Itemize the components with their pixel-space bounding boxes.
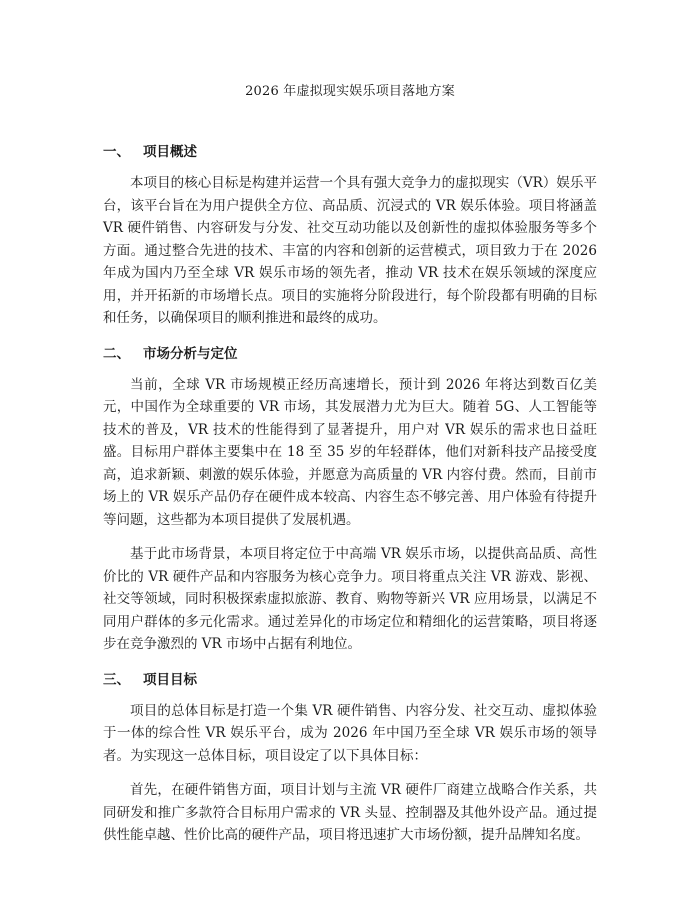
section-heading-goals: [103, 670, 597, 690]
section-number: 一、: [103, 144, 130, 160]
section-heading-overview: [103, 142, 597, 162]
section-number: 二、: [103, 345, 130, 362]
section-title: 市场分析与定位: [143, 345, 238, 362]
section-title: 项目目标: [143, 671, 197, 688]
section-heading-market: [103, 344, 597, 364]
paragraph: 首先，在硬件销售方面，项目计划与主流 VR 硬件厂商建立战略合作关系，共同研发和推广多款符合目标用户需求的 VR 头显、控制器及其他外设产品。通过提供性能卓越、性价比高的硬件产品，项目将迅速扩大市场份额，提升品牌知名度。: [103, 782, 597, 843]
document-title: 2026 年虚拟现实娱乐项目落地方案: [245, 84, 455, 99]
section-number: 三、: [103, 671, 130, 688]
document-body: [103, 142, 597, 847]
paragraph: 基于此市场背景，本项目将定位于中高端 VR 娱乐市场，以提供高品质、高性价比的 VR 硬件产品和内容服务为核心竞争力。项目将重点关注 VR 游戏、影视、社交等领域，同时积极探索虚拟旅游、教育、购物等新兴 VR 应用场景，以满足不同用户群体的多元化需求。通过差异化的市场定位和精细化的运营策略，项目将逐步在竞争激烈的 VR 市场中占据有利地位。: [103, 546, 597, 652]
paragraph: 当前，全球 VR 市场规模正经历高速增长，预计到 2026 年将达到数百亿美元，中国作为全球重要的 VR 市场，其发展潜力尤为巨大。随着 5G、人工智能等技术的普及，VR 技术的性能得到了显著提升，用户对 VR 娱乐的需求也日益旺盛。目标用户群体主要集中在 18 至 35 岁的年轻群体，他们对新科技产品接受度高，追求新颖、刺激的娱乐体验，并愿意为高质量的 VR 内容付费。然而，目前市场上的 VR 娱乐产品仍存在硬件成本较高、内容生态不够完善、用户体验有待提升等问题，这些都为本项目提供了发展机遇。: [103, 376, 597, 528]
paragraph: 项目的总体目标是打造一个集 VR 硬件销售、内容分发、社交互动、虚拟体验于一体的综合性 VR 娱乐平台，成为 2026 年中国乃至全球 VR 娱乐市场的领导者。为实现这一总体目标，项目设定了以下具体目标：: [103, 702, 597, 764]
paragraph: 本项目的核心目标是构建并运营一个具有强大竞争力的虚拟现实（VR）娱乐平台，该平台旨在为用户提供全方位、高品质、沉浸式的 VR 娱乐体验。项目将涵盖 VR 硬件销售、内容研发与分发、社交互动功能以及创新性的虚拟体验服务等多个方面。通过整合先进的技术、丰富的内容和创新的运营模式，项目致力于在 2026 年成为国内乃至全球 VR 娱乐市场的领先者，推动 VR 技术在娱乐领域的深度应用，并开拓新的市场增长点。项目的实施将分阶段进行，每个阶段都有明确的目标和任务，以确保项目的顺利推进和最终的成功。: [103, 175, 597, 326]
section-title: 项目概述: [143, 144, 197, 160]
